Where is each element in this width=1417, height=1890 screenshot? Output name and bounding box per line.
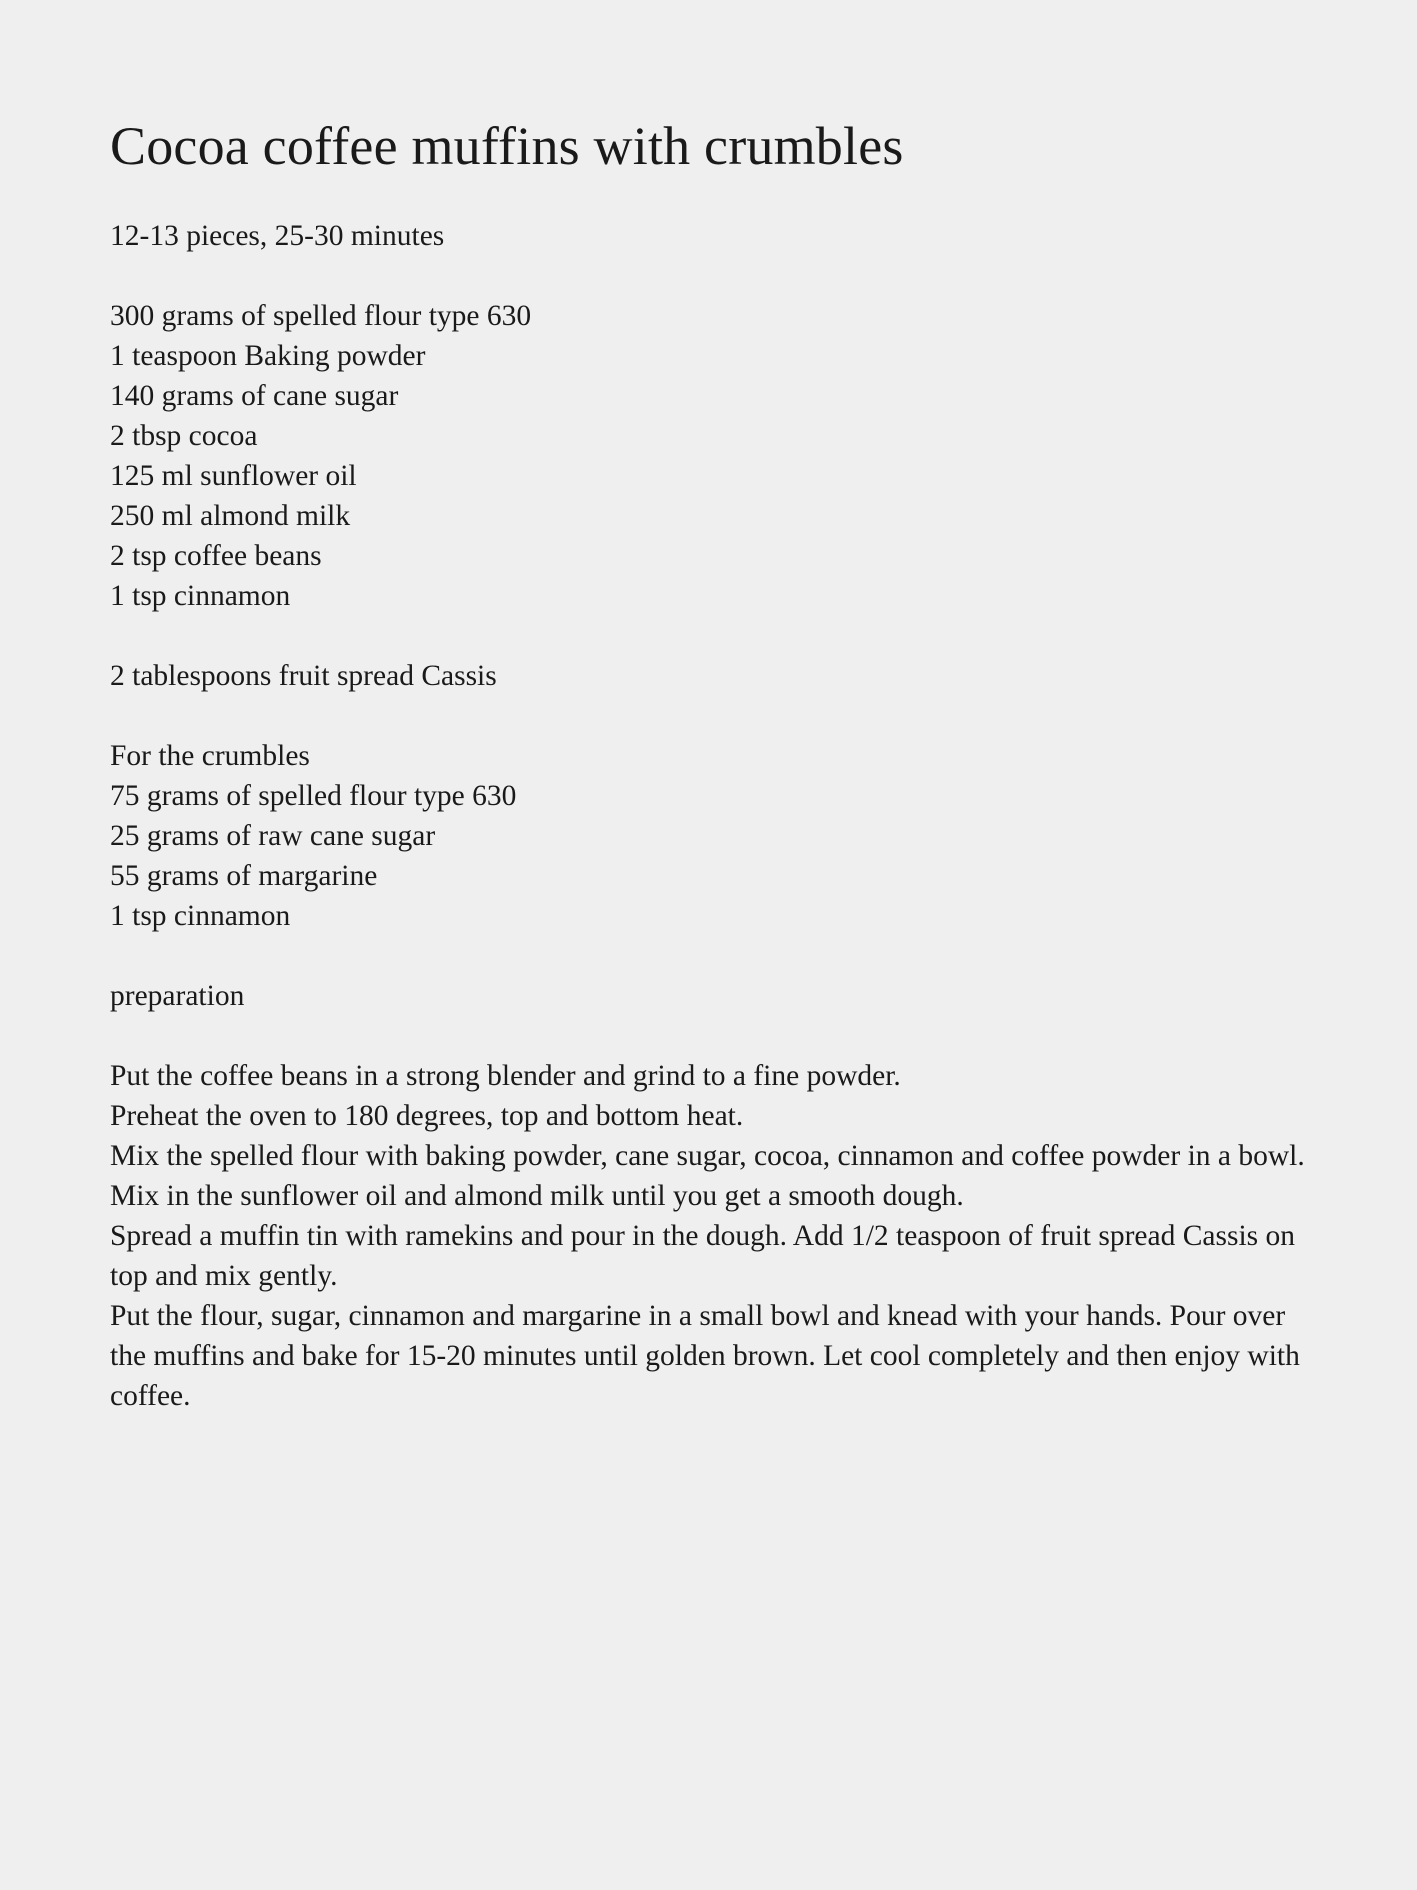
crumbles-item: 75 grams of spelled flour type 630 — [110, 780, 517, 812]
preparation-heading-block — [110, 976, 1317, 1016]
ingredient-item: 125 ml sunflower oil — [110, 460, 357, 492]
crumbles-section — [110, 736, 1317, 936]
crumbles-item: 1 tsp cinnamon — [110, 900, 291, 932]
ingredient-item: 1 teaspoon Baking powder — [110, 340, 426, 372]
recipe-title: Cocoa coffee muffins with crumbles — [110, 116, 904, 176]
extra-ingredient — [110, 656, 1317, 696]
preparation-step: Mix the spelled flour with baking powder, cane sugar, cocoa, cinnamon and coffee powder in a bowl. Mix in the sunflower oil and almond milk until you get a smooth dough. — [110, 1140, 1305, 1212]
preparation-heading: preparation — [110, 980, 245, 1012]
ingredient-item: 2 tbsp cocoa — [110, 420, 258, 452]
ingredient-item: 140 grams of cane sugar — [110, 380, 399, 412]
ingredient-item: 250 ml almond milk — [110, 500, 351, 532]
preparation-steps — [110, 1056, 1325, 1416]
preparation-step: Spread a muffin tin with ramekins and pour in the dough. Add 1/2 teaspoon of fruit spread Cassis on top and mix gently. — [110, 1220, 1296, 1292]
crumbles-heading: For the crumbles — [110, 740, 310, 772]
ingredients-list — [110, 296, 1317, 616]
preparation-step: Preheat the oven to 180 degrees, top and bottom heat. — [110, 1100, 744, 1132]
extra-ingredient-text: 2 tablespoons fruit spread Cassis — [110, 660, 497, 692]
ingredient-item: 300 grams of spelled flour type 630 — [110, 300, 532, 332]
preparation-step: Put the flour, sugar, cinnamon and margarine in a small bowl and knead with your hands. Pour over the muffins and bake for 15-20 minutes until golden brown. Let cool completely and then enjoy with coffee. — [110, 1300, 1300, 1412]
crumbles-item: 55 grams of margarine — [110, 860, 378, 892]
ingredient-item: 1 tsp cinnamon — [110, 580, 291, 612]
ingredient-item: 2 tsp coffee beans — [110, 540, 322, 572]
yield-and-time: 12-13 pieces, 25-30 minutes — [110, 220, 445, 252]
preparation-step: Put the coffee beans in a strong blender and grind to a fine powder. — [110, 1060, 901, 1092]
crumbles-item: 25 grams of raw cane sugar — [110, 820, 436, 852]
